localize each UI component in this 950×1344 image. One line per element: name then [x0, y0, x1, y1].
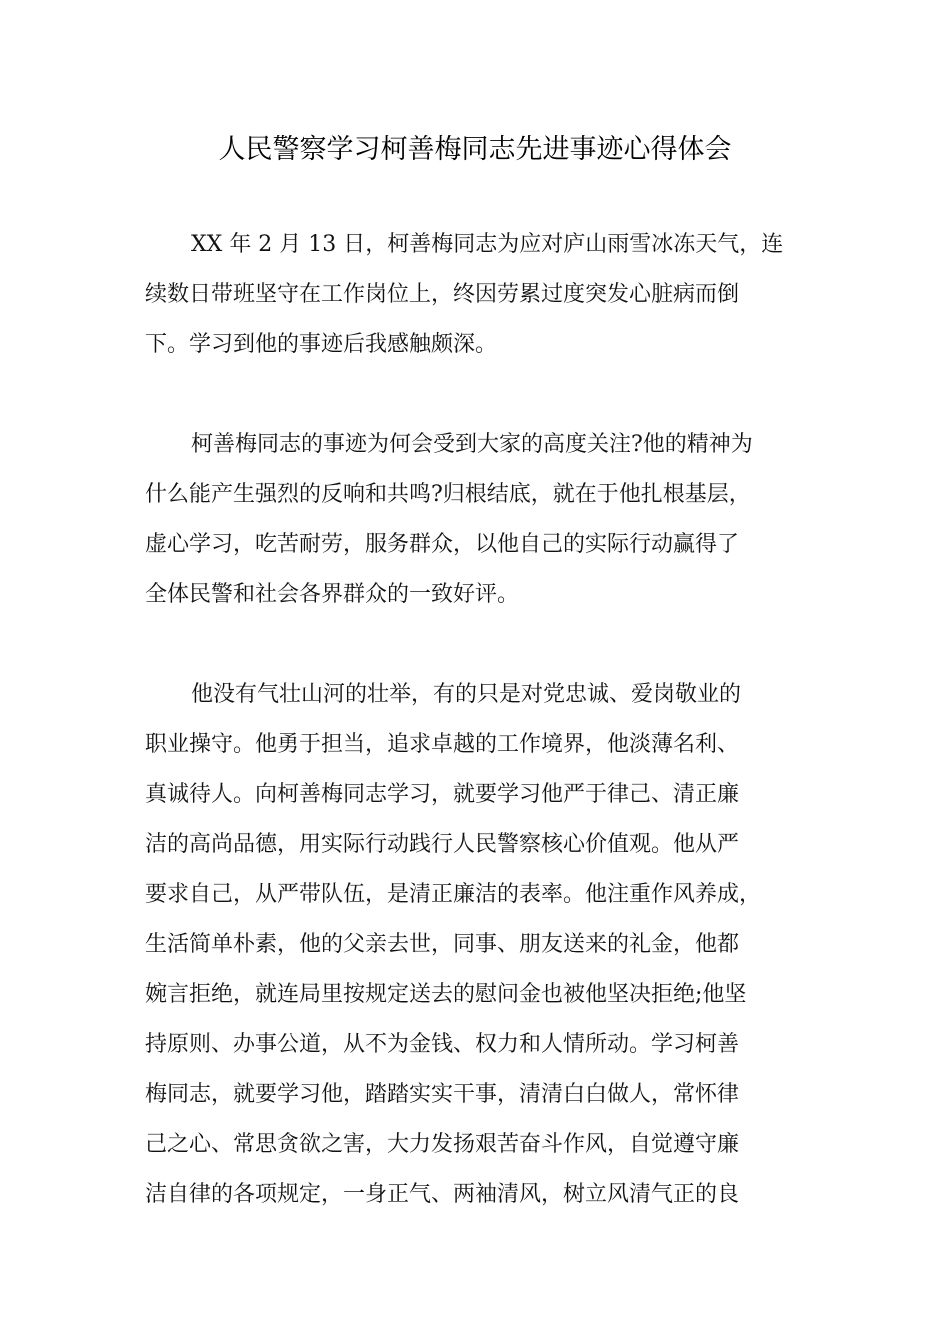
paragraph-line: 梅同志，就要学习他，踏踏实实干事，清清白白做人，常怀律 [145, 1082, 740, 1107]
paragraph-line: 要求自己，从严带队伍，是清正廉洁的表率。他注重作风养成， [145, 882, 762, 907]
paragraph-line: 下。学习到他的事迹后我感触颇深。 [145, 332, 498, 357]
paragraph-line: 他没有气壮山河的壮举，有的只是对党忠诚、爱岗敬业的 [191, 682, 742, 707]
paragraph-1 [145, 220, 820, 370]
paragraph-line: 婉言拒绝，就连局里按规定送去的慰问金也被他坚决拒绝;他坚 [145, 982, 747, 1007]
paragraph-3 [145, 670, 820, 1220]
paragraph-line: 柯善梅同志的事迹为何会受到大家的高度关注?他的精神为 [191, 432, 753, 457]
paragraph-line: 己之心、常思贪欲之害，大力发扬艰苦奋斗作风，自觉遵守廉 [145, 1132, 740, 1157]
paragraph-line: 洁自律的各项规定，一身正气、两袖清风，树立风清气正的良 [145, 1182, 740, 1207]
paragraph-line: 职业操守。他勇于担当，追求卓越的工作境界，他淡薄名利、 [145, 732, 740, 757]
paragraph-line: 生活简单朴素，他的父亲去世，同事、朋友送来的礼金，他都 [145, 932, 740, 957]
paragraph-line: 什么能产生强烈的反响和共鸣?归根结底，就在于他扎根基层， [145, 482, 751, 507]
paragraph-line: 持原则、办事公道，从不为金钱、权力和人情所动。学习柯善 [145, 1032, 740, 1057]
paragraph-line: 真诚待人。向柯善梅同志学习，就要学习他严于律己、清正廉 [145, 782, 740, 807]
document-title: 人民警察学习柯善梅同志先进事迹心得体会 [218, 134, 732, 165]
paragraph-line: 全体民警和社会各界群众的一致好评。 [145, 582, 520, 607]
paragraph-line: 洁的高尚品德，用实际行动践行人民警察核心价值观。他从严 [145, 832, 740, 857]
paragraph-line: 续数日带班坚守在工作岗位上，终因劳累过度突发心脏病而倒 [145, 282, 740, 307]
paragraph-2 [145, 420, 820, 620]
paragraph-line: XX 年 2 月 13 日，柯善梅同志为应对庐山雨雪冰冻天气，连 [191, 232, 784, 257]
paragraph-line: 虚心学习，吃苦耐劳，服务群众，以他自己的实际行动赢得了 [145, 532, 740, 557]
